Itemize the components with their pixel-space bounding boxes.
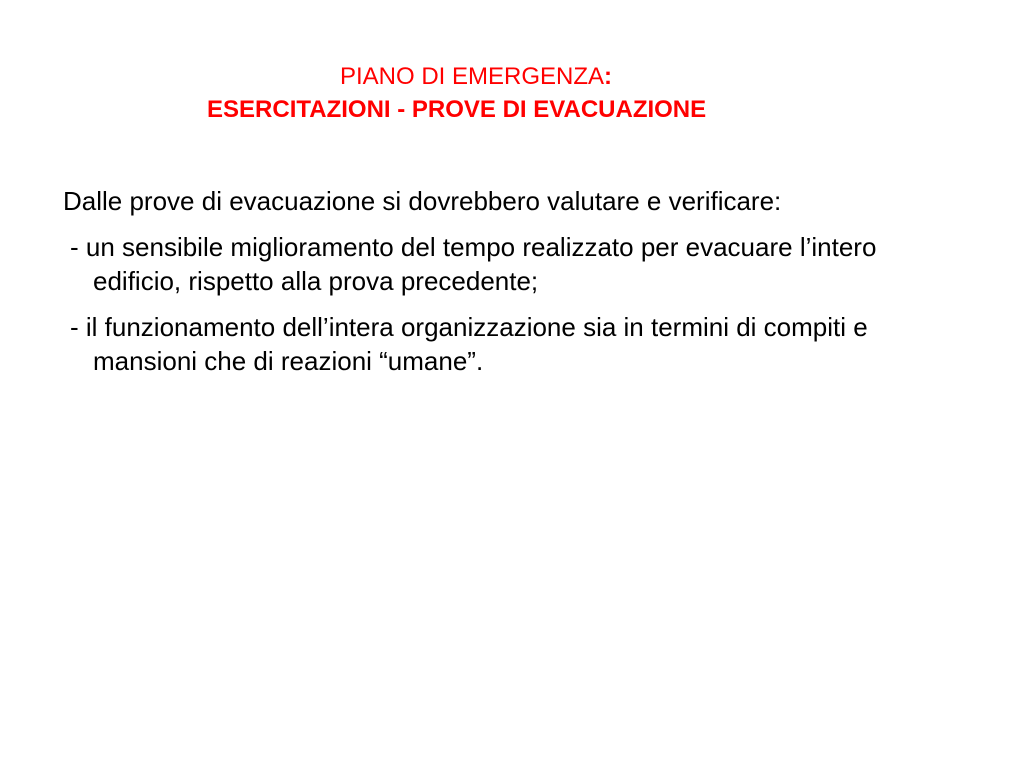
title-line-2: ESERCITAZIONI - PROVE DI EVACUAZIONE bbox=[207, 96, 707, 123]
bullet-item-organization: - il funzionamento dell’intera organizzazione sia in termini di compiti e mansioni che di reazioni “umane”. bbox=[70, 312, 868, 376]
bullet-item-time: - un sensibile miglioramento del tempo realizzato per evacuare l’intero edificio, rispetto alla prova precedente; bbox=[70, 232, 877, 296]
slide-body bbox=[63, 184, 968, 390]
title-colon: : bbox=[604, 63, 613, 90]
title-main-text: PIANO DI EMERGENZA bbox=[340, 63, 605, 90]
intro-paragraph: Dalle prove di evacuazione si dovrebbero valutare e verificare: bbox=[63, 186, 782, 216]
title-line-1 bbox=[340, 60, 612, 93]
